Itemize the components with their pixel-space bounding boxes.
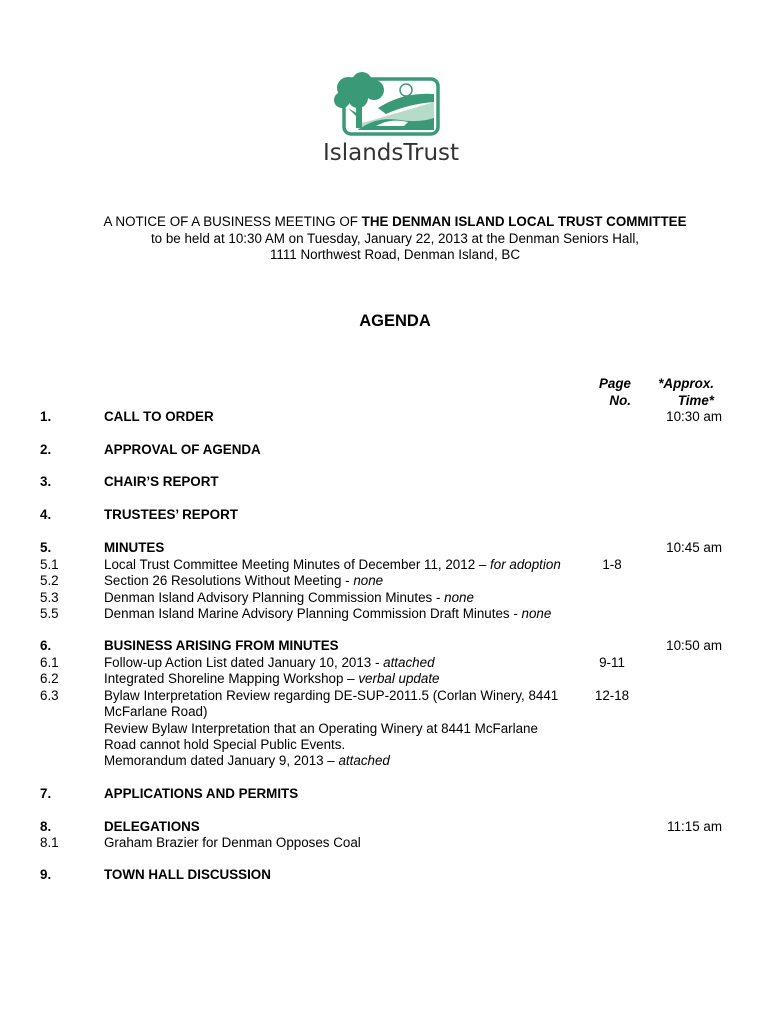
item-text: Section 26 Resolutions Without Meeting - none [104,573,384,588]
item-number: 8. [40,819,52,834]
item-time: 11:15 am [667,819,722,834]
agenda-item-8 [0,818,770,835]
agenda-item-6-1 [0,654,770,671]
item-number: 5.5 [40,606,59,621]
agenda-title: AGENDA [359,312,431,330]
notice-prefix: A NOTICE OF A BUSINESS MEETING OF [103,214,362,229]
item-text: Follow-up Action List dated January 10, 2013 - attached [104,655,435,670]
agenda-item-6-2 [0,670,770,687]
islands-trust-logo [318,68,468,168]
item-title: TRUSTEES’ REPORT [104,507,238,522]
agenda-item-1 [0,408,770,425]
notice-org: THE DENMAN ISLAND LOCAL TRUST COMMITTEE [361,214,687,229]
time-column-header [640,376,714,409]
item-title: TOWN HALL DISCUSSION [104,867,271,882]
item-title: MINUTES [104,540,165,555]
time-header-line2: Time* [677,392,714,408]
item-time: 10:50 am [666,638,722,653]
item-text-line1: Bylaw Interpretation Review regarding DE-SUP-2011.5 (Corlan Winery, 8441 [104,688,559,703]
item-title: BUSINESS ARISING FROM MINUTES [104,638,339,653]
item-number: 8.1 [40,835,59,850]
notice-line-3: 1111 Northwest Road, Denman Island, BC [269,247,521,262]
svg-text:IslandsTrust: IslandsTrust [322,140,460,166]
notice-line-2: to be held at 10:30 AM on Tuesday, January 22, 2013 at the Denman Seniors Hall, [150,231,640,246]
item-text: Integrated Shoreline Mapping Workshop – verbal update [104,671,440,686]
time-header-line1: *Approx. [658,376,714,391]
item-number: 9. [40,867,52,882]
agenda-item-6-3 [0,687,770,704]
agenda-item-6-3-cont [0,752,770,769]
item-note: none [353,573,384,588]
item-text-line4: Road cannot hold Special Public Events. [104,737,346,752]
item-number: 5.2 [40,573,59,588]
agenda-item-5-1 [0,556,770,573]
agenda-item-4 [0,506,770,523]
item-time: 10:30 am [666,409,722,424]
agenda-item-2 [0,441,770,458]
item-text-line3: Review Bylaw Interpretation that an Operating Winery at 8441 McFarlane [104,721,538,736]
item-number: 2. [40,442,52,457]
agenda-item-5-2 [0,572,770,589]
item-text: Graham Brazier for Denman Opposes Coal [104,835,361,850]
page-header-line2: No. [609,392,631,408]
agenda-item-7 [0,785,770,802]
agenda-item-6-3-cont [0,736,770,753]
item-note: attached [383,655,435,670]
item-number: 4. [40,507,52,522]
item-page: 1-8 [602,557,622,572]
item-text-line5: Memorandum dated January 9, 2013 – attached [104,753,390,768]
item-number: 5. [40,540,52,555]
agenda-item-6 [0,637,770,654]
page-column-header [583,376,631,409]
agenda-item-5 [0,539,770,556]
item-title: DELEGATIONS [104,819,200,834]
item-number: 5.3 [40,590,59,605]
item-number: 6. [40,638,52,653]
item-text-line2: McFarlane Road) [104,704,208,719]
page-header-line1: Page [598,376,631,391]
item-number: 6.1 [40,655,59,670]
agenda-item-6-3-cont [0,720,770,737]
item-note: attached [338,753,390,768]
agenda-item-9 [0,866,770,883]
item-number: 3. [40,474,52,489]
agenda-item-3 [0,473,770,490]
item-page: 12-18 [594,688,630,703]
item-title: CHAIR’S REPORT [104,474,219,489]
agenda-item-5-5 [0,605,770,622]
item-text: Local Trust Committee Meeting Minutes of December 11, 2012 – for adoption [104,557,561,572]
item-number: 6.3 [40,688,59,703]
agenda-item-8-1 [0,834,770,851]
item-page: 9-11 [599,655,625,670]
item-number: 5.1 [40,557,59,572]
item-note: none [521,606,552,621]
item-text: Denman Island Marine Advisory Planning Commission Draft Minutes - none [104,606,552,621]
item-title: APPROVAL OF AGENDA [104,442,261,457]
item-note: for adoption [490,557,561,572]
item-note: none [444,590,474,605]
item-title: CALL TO ORDER [104,409,214,424]
item-number: 7. [40,786,52,801]
agenda-item-6-3-cont [0,703,770,720]
notice-line-1 [0,213,770,230]
agenda-item-5-3 [0,589,770,606]
item-number: 6.2 [40,671,59,686]
item-title: APPLICATIONS AND PERMITS [104,786,299,801]
item-time: 10:45 am [666,540,722,555]
item-note: verbal update [358,671,440,686]
item-number: 1. [40,409,52,424]
item-text: Denman Island Advisory Planning Commission Minutes - none [104,590,474,605]
